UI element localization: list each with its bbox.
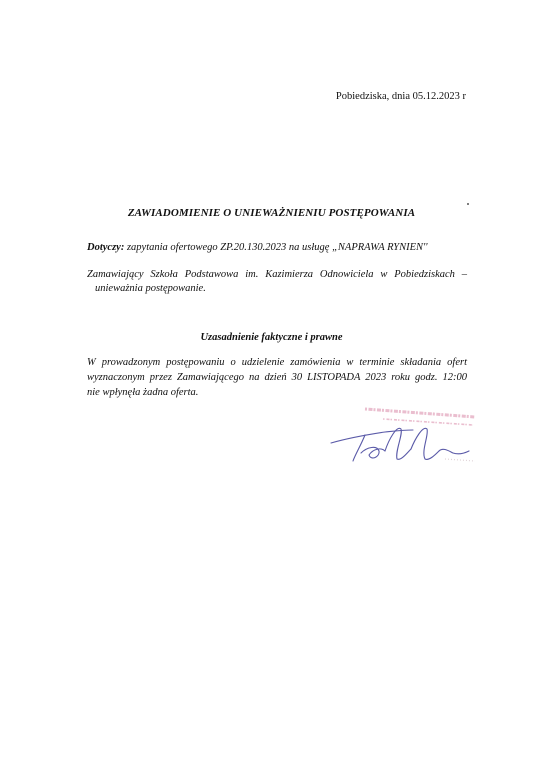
regarding-label: Dotyczy: [87, 242, 125, 253]
document-title: ZAWIADOMIENIE O UNIEWAŻNIENIU POSTĘPOWANIA [127, 207, 416, 219]
justification-line: W prowadzonym postępowaniu o udzielenie zamówienia w terminie składania ofert [87, 357, 467, 368]
cancellation-notice [87, 268, 467, 296]
stray-mark [467, 203, 469, 205]
regarding-text: zapytania ofertowego ZP.20.130.2023 na usługę „NAPRAWA RYNIEN'' [124, 242, 428, 253]
notice-line: unieważnia postępowanie. [95, 283, 206, 294]
handwritten-signature [331, 428, 469, 461]
justification-line: wyznaczonym przez Zamawiającego na dzień 30 LISTOPADA 2023 roku godz. 12:00 [87, 372, 467, 383]
stamp-mark [365, 409, 475, 461]
regarding-line [87, 242, 467, 253]
notice-line: Zamawiający Szkoła Podstawowa im. Kazimierza Odnowiciela w Pobiedziskach – [87, 269, 467, 280]
signature-with-stamp [325, 395, 485, 475]
justification-text [87, 355, 467, 400]
justification-heading: Uzasadnienie faktyczne i prawne [200, 332, 343, 343]
justification-line: nie wpłynęła żadna oferta. [87, 387, 199, 398]
place-and-date: Pobiedziska, dnia 05.12.2023 r [335, 91, 466, 102]
